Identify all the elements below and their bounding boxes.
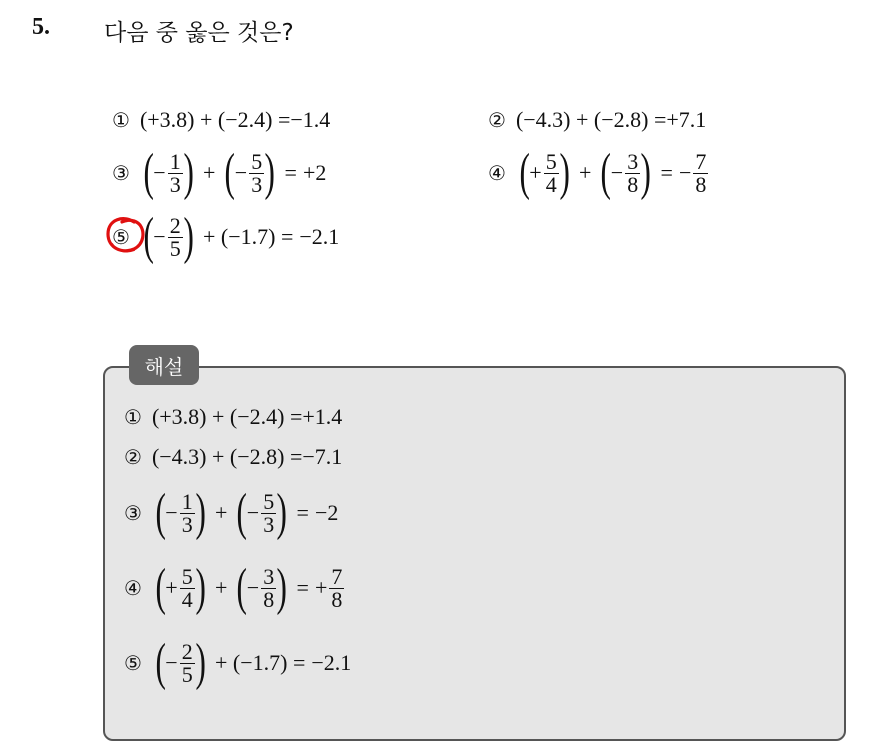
equation-rhs: −2.1 bbox=[299, 224, 340, 249]
equation-rhs: −1.4 bbox=[290, 107, 331, 132]
explanation-2 bbox=[124, 444, 342, 470]
plus-sign: + bbox=[165, 575, 178, 600]
choice-4[interactable] bbox=[488, 144, 709, 201]
minus-sign: − bbox=[246, 575, 260, 600]
equation-middle: + (−1.7) = bbox=[203, 224, 294, 249]
fraction: $\frac{7}{8}$ bbox=[695, 148, 707, 197]
left-paren: ( bbox=[155, 484, 166, 541]
choice-number: ① bbox=[112, 108, 130, 132]
fraction: $\frac{1}{3}$ bbox=[181, 488, 193, 537]
left-paren: ( bbox=[224, 144, 236, 201]
right-paren: ) bbox=[559, 144, 570, 201]
equation-rhs: +2 bbox=[302, 160, 327, 185]
result-sign: + bbox=[314, 575, 328, 600]
explanation-3 bbox=[124, 484, 339, 541]
left-paren: ( bbox=[155, 634, 166, 691]
fraction: $\frac{5}{4}$ bbox=[181, 563, 193, 612]
right-paren: ) bbox=[195, 559, 206, 616]
fraction: $\frac{1}{3}$ bbox=[169, 148, 181, 197]
question-text: 다음 중 옳은 것은? bbox=[104, 20, 294, 46]
explanation-tag: 해설 bbox=[129, 345, 199, 385]
left-paren: ( bbox=[143, 208, 154, 265]
left-paren: ( bbox=[155, 559, 166, 616]
choice-number: ③ bbox=[112, 161, 130, 185]
right-paren: ) bbox=[195, 484, 206, 541]
choice-number: ② bbox=[488, 108, 506, 132]
equation-rhs: −2 bbox=[314, 500, 339, 525]
equation-lhs: (+3.8) + (−2.4) = bbox=[151, 404, 303, 429]
equation-rhs: −2.1 bbox=[311, 650, 352, 675]
left-paren: ( bbox=[519, 144, 530, 201]
explanation-4 bbox=[124, 559, 345, 616]
equals-sign: = bbox=[296, 575, 309, 600]
right-paren: ) bbox=[195, 634, 206, 691]
minus-sign: − bbox=[153, 224, 166, 249]
fraction: $\frac{5}{3}$ bbox=[251, 148, 263, 197]
left-paren: ( bbox=[600, 144, 612, 201]
answer-circle-mark bbox=[104, 216, 146, 256]
choice-number: ③ bbox=[124, 501, 142, 525]
plus-sign: + bbox=[215, 500, 228, 525]
fraction: $\frac{5}{3}$ bbox=[263, 488, 275, 537]
choice-number-selected: ⑤ bbox=[112, 225, 130, 249]
plus-sign: + bbox=[215, 575, 228, 600]
left-paren: ( bbox=[143, 144, 154, 201]
left-paren: ( bbox=[236, 559, 248, 616]
plus-sign: + bbox=[203, 160, 216, 185]
choice-number: ① bbox=[124, 405, 142, 429]
equals-sign: = bbox=[284, 160, 297, 185]
equation-rhs: +1.4 bbox=[302, 404, 343, 429]
minus-sign: − bbox=[246, 500, 260, 525]
choice-number: ⑤ bbox=[124, 651, 142, 675]
equation-lhs: (−4.3) + (−2.8) = bbox=[151, 444, 303, 469]
fraction: $\frac{3}{8}$ bbox=[263, 563, 275, 612]
minus-sign: − bbox=[165, 500, 178, 525]
right-paren: ) bbox=[183, 144, 194, 201]
choice-5[interactable] bbox=[112, 208, 340, 265]
right-paren: ) bbox=[276, 484, 288, 541]
choice-3[interactable] bbox=[112, 144, 327, 201]
choice-1[interactable] bbox=[112, 107, 330, 133]
plus-sign: + bbox=[529, 160, 542, 185]
right-paren: ) bbox=[276, 559, 288, 616]
equation-middle: + (−1.7) = bbox=[215, 650, 306, 675]
left-paren: ( bbox=[236, 484, 248, 541]
right-paren: ) bbox=[640, 144, 652, 201]
fraction: $\frac{7}{8}$ bbox=[331, 563, 343, 612]
minus-sign: − bbox=[165, 650, 178, 675]
explanation-1 bbox=[124, 404, 342, 430]
fraction: $\frac{2}{5}$ bbox=[169, 212, 181, 261]
minus-sign: − bbox=[153, 160, 166, 185]
explanation-5 bbox=[124, 634, 352, 691]
plus-sign: + bbox=[579, 160, 592, 185]
fraction: $\frac{5}{4}$ bbox=[545, 148, 557, 197]
choice-2[interactable] bbox=[488, 107, 706, 133]
equation-lhs: (−4.3) + (−2.8) = bbox=[515, 107, 667, 132]
right-paren: ) bbox=[264, 144, 276, 201]
result-sign: − bbox=[678, 160, 692, 185]
choice-number: ② bbox=[124, 445, 142, 469]
equation-rhs: +7.1 bbox=[666, 107, 707, 132]
equation-lhs: (+3.8) + (−2.4) = bbox=[139, 107, 291, 132]
equals-sign: = bbox=[660, 160, 673, 185]
equation-rhs: −7.1 bbox=[302, 444, 343, 469]
minus-sign: − bbox=[234, 160, 248, 185]
choice-number: ④ bbox=[488, 161, 506, 185]
fraction: $\frac{2}{5}$ bbox=[181, 638, 193, 687]
question-number: 5. bbox=[32, 14, 50, 40]
right-paren: ) bbox=[183, 208, 194, 265]
choice-number: ④ bbox=[124, 576, 142, 600]
fraction: $\frac{3}{8}$ bbox=[627, 148, 639, 197]
equals-sign: = bbox=[296, 500, 309, 525]
minus-sign: − bbox=[610, 160, 624, 185]
